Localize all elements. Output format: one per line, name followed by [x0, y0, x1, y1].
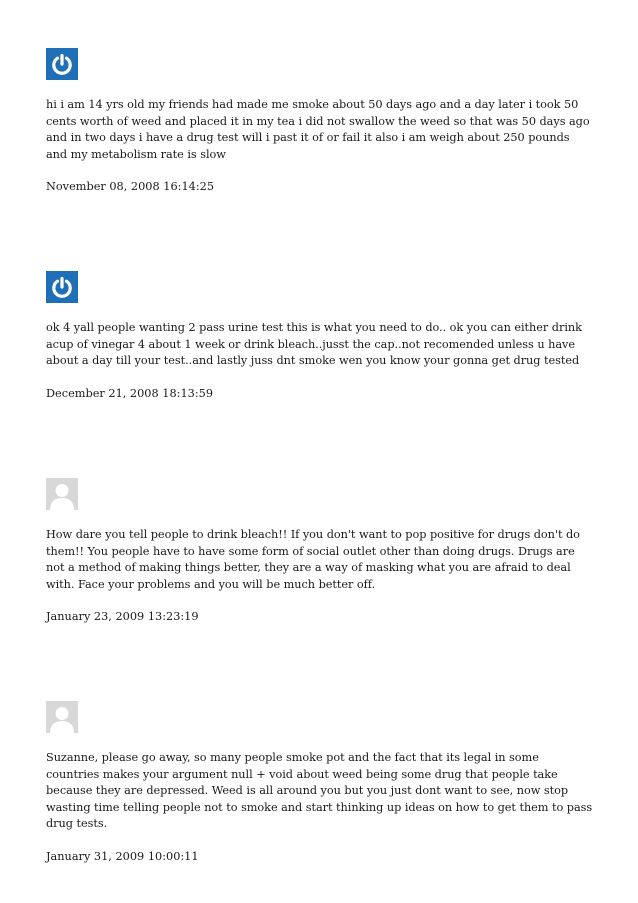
comment-text: Suzanne, please go away, so many people smoke pot and the fact that its legal in some countries makes your argument null + void about weed being some drug that people take because they are depressed. Weed is all around you but you just dont want to see, now stop wasting time telling people not to smoke and start thinking up ideas on how to get them to pass drug tests.: [46, 751, 593, 830]
comment-header: [46, 701, 594, 735]
default-user-icon: [46, 478, 78, 510]
comment: [46, 478, 594, 625]
comment-text: hi i am 14 yrs old my friends had made me smoke about 50 days ago and a day later i took 50 cents worth of weed and placed it in my tea i did not swallow the weed so that was 50 days ago and in two days i have a drug test will i past it of or fail it also i am weigh about 250 pounds and my metabolism rate is slow: [46, 98, 590, 161]
avatar[interactable]: [46, 48, 78, 80]
comment-text: ok 4 yall people wanting 2 pass urine test this is what you need to do.. ok you can either drink acup of vinegar 4 about 1 week or drink bleach..jusst the cap..not recomended unless u have about a day till your test..and lastly juss dnt smoke wen you know your gonna get drug tested: [46, 321, 582, 367]
avatar[interactable]: [46, 478, 78, 510]
comment: [46, 48, 594, 195]
comment-date: January 31, 2009 10:00:11: [46, 849, 199, 863]
comment-date: November 08, 2008 16:14:25: [46, 180, 215, 193]
comment-header: [46, 478, 594, 512]
comment: [46, 271, 594, 402]
power-icon: [46, 271, 78, 303]
comment: [46, 701, 594, 865]
avatar[interactable]: [46, 271, 78, 303]
comment-header: [46, 271, 594, 305]
comment-date: January 23, 2009 13:23:19: [46, 610, 199, 623]
comment-header: [46, 48, 594, 82]
comment-date: December 21, 2008 18:13:59: [46, 386, 214, 400]
comment-text: How dare you tell people to drink bleach!! If you don't want to pop positive for drugs don't do them!! You people have to have some form of social outlet other than doing drugs. Drugs are not a method of making things better, they are a way of masking what you are afraid to deal with. Face your problems and you will be much better off.: [46, 528, 580, 591]
default-user-icon: [46, 701, 78, 733]
power-icon: [46, 48, 78, 80]
avatar[interactable]: [46, 701, 78, 733]
